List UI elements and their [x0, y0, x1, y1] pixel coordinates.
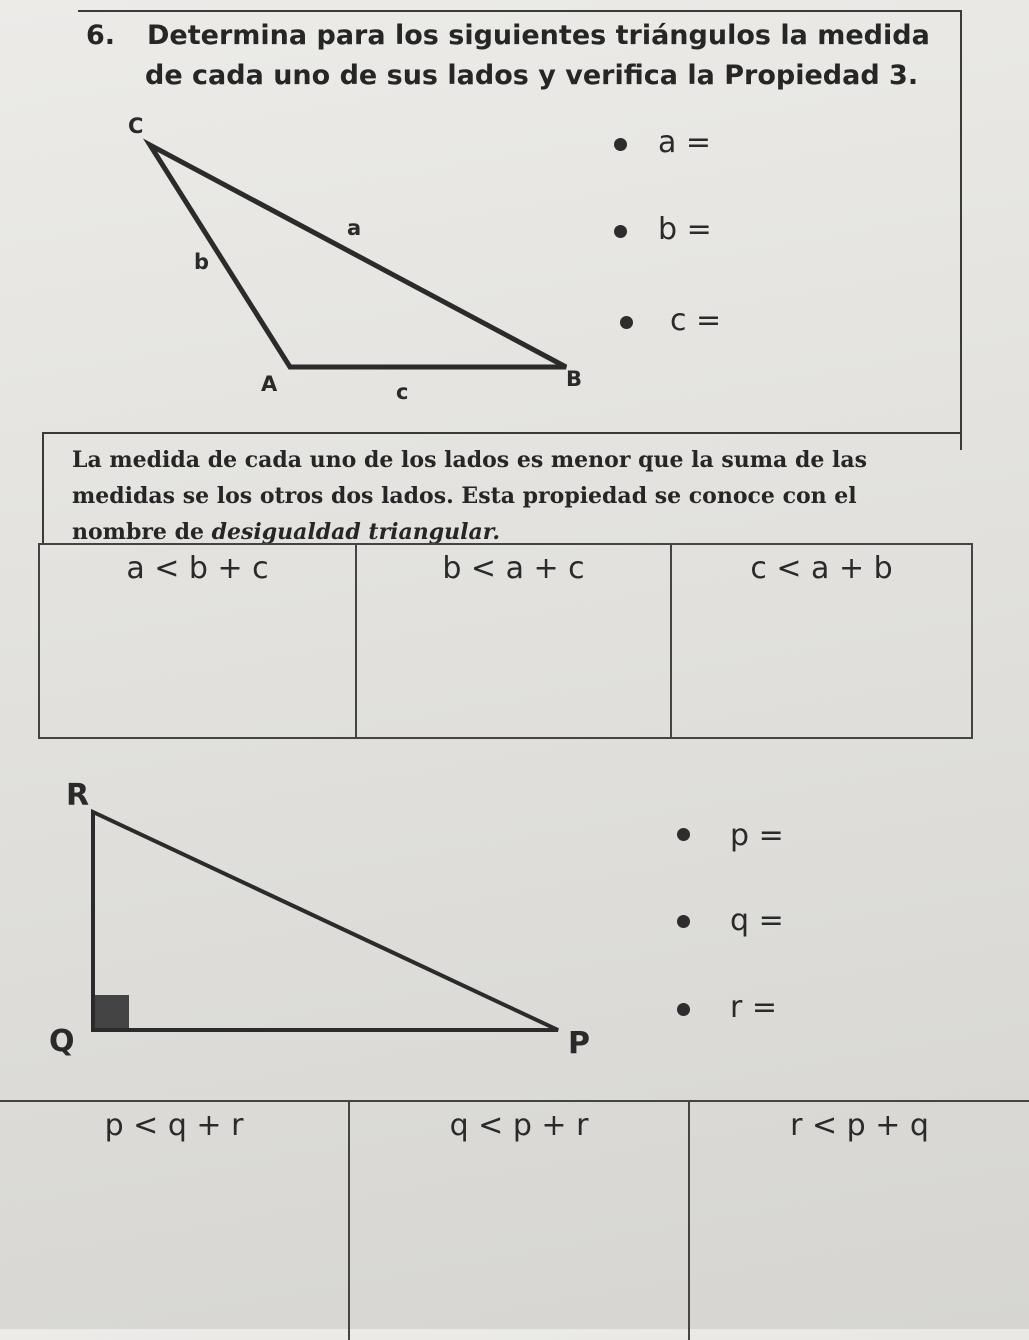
bullet-icon [677, 828, 690, 841]
right-angle-marker [95, 995, 129, 1028]
property-text [72, 442, 952, 550]
exercise-title [147, 16, 1029, 96]
bullet-icon [614, 138, 627, 151]
inequality-q[interactable]: q < p + r [349, 1101, 689, 1340]
measure-p: p = [730, 818, 784, 853]
property-statement: La medida de cada uno de los lados es menor que la suma de las medidas se los otros dos lados. Esta propiedad se conoce con el nombre de [72, 447, 867, 545]
bullet-icon [620, 316, 633, 329]
title-line-1: Determina para los siguientes triángulos la medida [147, 20, 930, 51]
inequality-b[interactable]: b < a + c [356, 544, 671, 738]
vertex-b-label: B [566, 367, 583, 391]
inequality-r[interactable]: r < p + q [689, 1101, 1029, 1340]
title-line-2: de cada uno de sus lados y verifica la Propiedad 3. [145, 60, 919, 91]
side-c-label: c [396, 380, 409, 404]
measure-a: a = [658, 125, 712, 160]
triangle-abc [150, 145, 566, 367]
frame-right-line [960, 10, 962, 450]
vertex-q-label: Q [49, 1024, 75, 1059]
measure-b: b = [658, 212, 712, 247]
triangle-pqr-figure [80, 800, 580, 1040]
bullet-icon [677, 915, 690, 928]
inequality-c[interactable]: c < a + b [671, 544, 972, 738]
inequality-p[interactable]: p < q + r [0, 1101, 349, 1340]
measure-r: r = [730, 990, 778, 1025]
inequality-a[interactable]: a < b + c [39, 544, 356, 738]
vertex-p-label: P [568, 1026, 590, 1061]
vertex-c-label: C [128, 114, 144, 138]
measure-q: q = [730, 903, 784, 938]
vertex-r-label: R [66, 778, 90, 813]
bullet-icon [677, 1003, 690, 1016]
property-box-top [42, 432, 962, 434]
vertex-a-label: A [261, 372, 278, 396]
frame-top-line [78, 10, 960, 12]
bullet-icon [614, 225, 627, 238]
property-box-left [42, 432, 44, 544]
inequality-table-pqr [0, 1100, 1029, 1340]
triangle-pqr [93, 812, 558, 1030]
triangle-abc-figure [120, 120, 600, 410]
property-term: desigualdad triangular. [211, 519, 501, 545]
exercise-number: 6. [86, 20, 116, 51]
side-b-label: b [194, 250, 210, 274]
side-a-label: a [347, 216, 362, 240]
measure-c: c = [670, 303, 722, 338]
inequality-table-abc [38, 543, 973, 739]
